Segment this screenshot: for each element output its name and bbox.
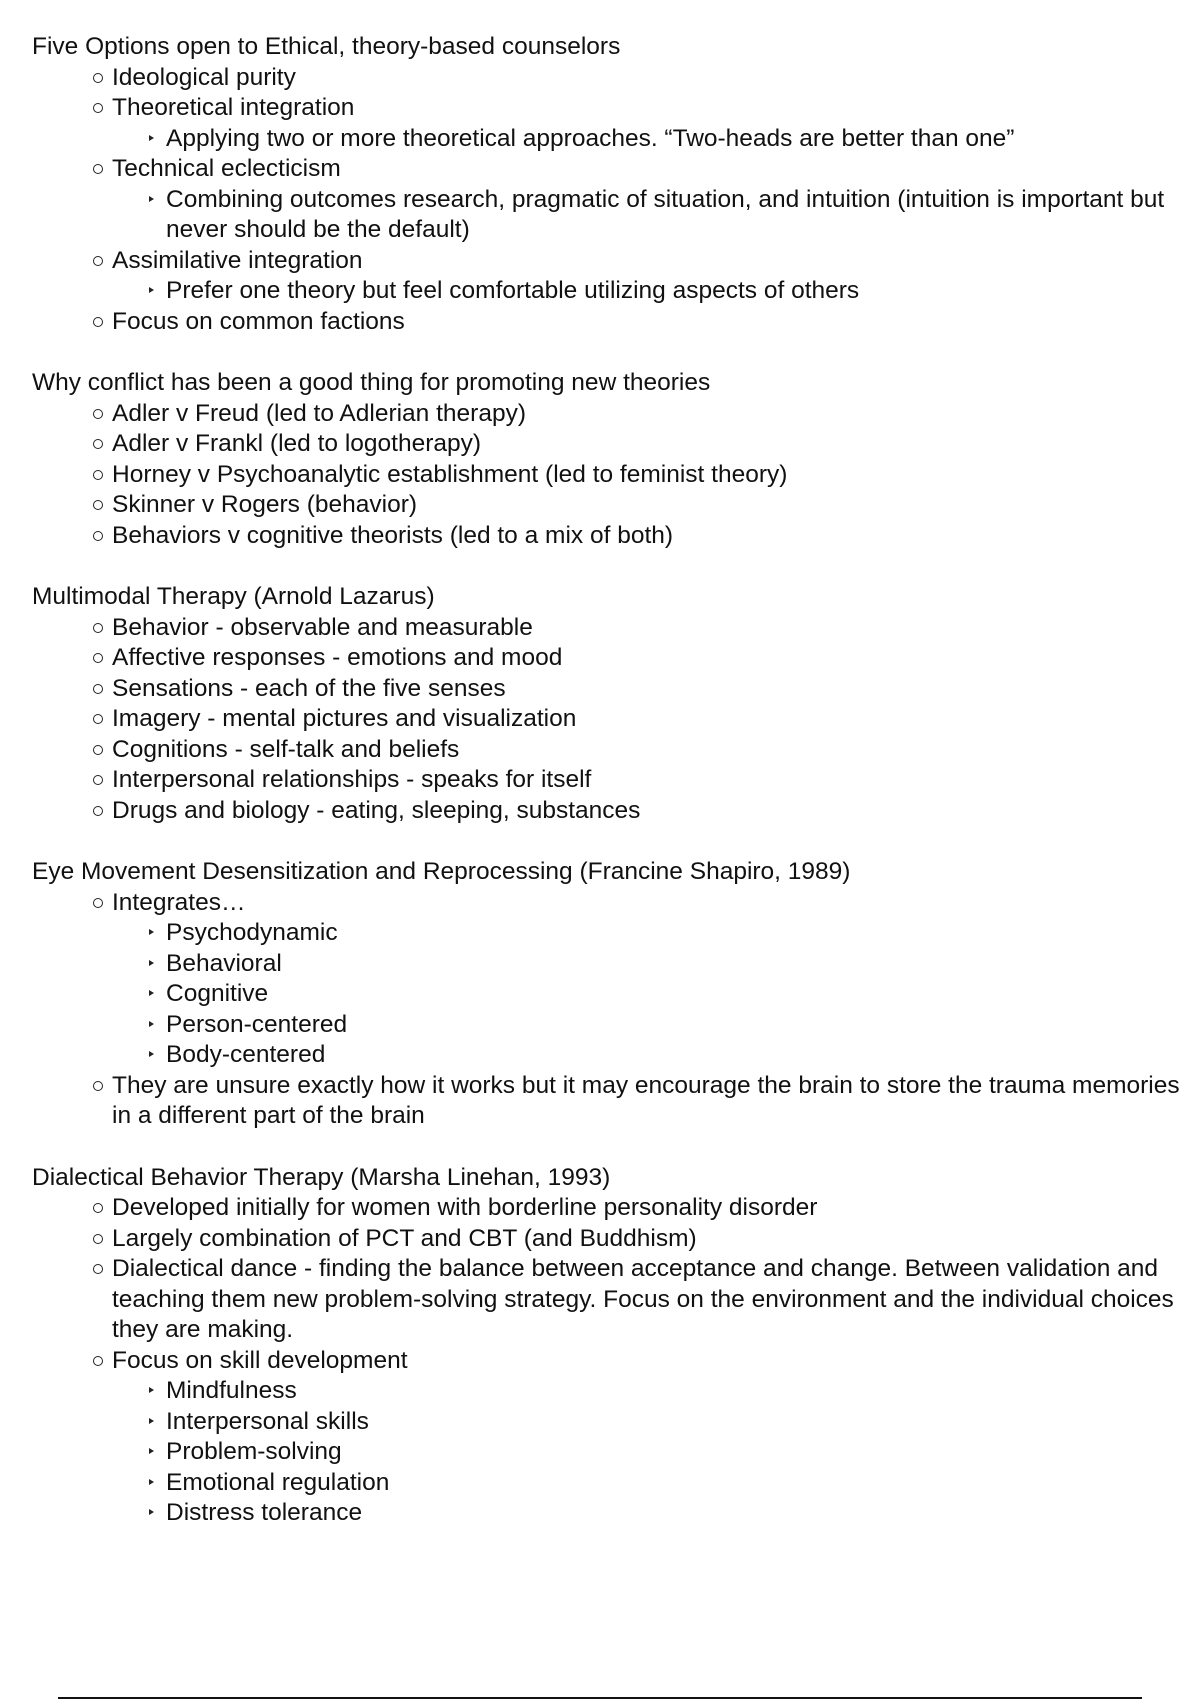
list-item: [32, 613, 1200, 644]
sub-list-item-text: Combining outcomes research, pragmatic of situation, and intuition (intuition is important but never should be the default): [166, 185, 1165, 243]
hollow-circle-bullet-icon: [93, 500, 103, 510]
list-item: [32, 1193, 1200, 1224]
outline-section: [32, 32, 1200, 337]
outline-section: [32, 1163, 1200, 1529]
sub-list-item: [112, 1040, 1200, 1071]
list-item-text: Interpersonal relationships - speaks for itself: [112, 766, 592, 793]
hollow-circle-bullet-icon: [93, 1234, 103, 1244]
triangle-bullet-icon: [149, 1021, 154, 1027]
list-item-text: Behaviors v cognitive theorists (led to a mix of both): [112, 521, 674, 549]
hollow-circle-bullet-icon: [93, 1356, 103, 1366]
outline-section: [32, 582, 1200, 826]
list-item: [32, 704, 1200, 735]
section-heading: Multimodal Therapy (Arnold Lazarus): [32, 583, 435, 610]
list-item-text: Developed initially for women with borderline personality disorder: [112, 1194, 818, 1221]
list-item-text: Focus on common factions: [112, 307, 405, 335]
sub-bullet-list: [112, 124, 1200, 155]
list-item-text: Behavior - observable and measurable: [112, 613, 533, 641]
sub-list-item: [112, 1407, 1200, 1438]
hollow-circle-bullet-icon: [93, 439, 103, 449]
sub-list-item-text: Psychodynamic: [166, 919, 338, 946]
hollow-circle-bullet-icon: [93, 73, 103, 83]
list-item: [32, 1346, 1200, 1529]
list-item-text: Cognitions - self-talk and beliefs: [112, 735, 460, 763]
list-item: [32, 399, 1200, 430]
triangle-bullet-icon: [149, 1509, 154, 1515]
sub-list-item: [112, 1376, 1200, 1407]
list-item: [32, 674, 1200, 705]
list-item-text: Largely combination of PCT and CBT (and Buddhism): [112, 1224, 697, 1252]
list-item: [32, 796, 1200, 827]
list-item-text: Adler v Freud (led to Adlerian therapy): [112, 399, 526, 427]
sub-list-item: [112, 1010, 1200, 1041]
sub-list-item-text: Emotional regulation: [166, 1468, 390, 1496]
list-item-text: Sensations - each of the five senses: [112, 674, 506, 702]
list-item-text: Assimilative integration: [112, 246, 363, 274]
sub-list-item: [112, 185, 1200, 246]
triangle-bullet-icon: [149, 1448, 154, 1454]
hollow-circle-bullet-icon: [93, 898, 103, 908]
hollow-circle-bullet-icon: [93, 653, 103, 663]
sub-list-item: [112, 1437, 1200, 1468]
hollow-circle-bullet-icon: [93, 1203, 103, 1213]
list-item-text: They are unsure exactly how it works but it may encourage the brain to store the trauma memories in a different part of the brain: [112, 1071, 1180, 1129]
sub-list-item: [112, 276, 1200, 307]
list-item: [32, 765, 1200, 796]
sub-list-item-text: Cognitive: [166, 980, 269, 1007]
triangle-bullet-icon: [149, 960, 154, 966]
sub-list-item-text: Distress tolerance: [166, 1499, 363, 1526]
triangle-bullet-icon: [149, 1418, 154, 1424]
hollow-circle-bullet-icon: [93, 164, 103, 174]
list-item-text: Adler v Frankl (led to logotherapy): [112, 430, 482, 457]
list-item-text: Skinner v Rogers (behavior): [112, 491, 418, 518]
section-heading: Eye Movement Desensitization and Reprocessing (Francine Shapiro, 1989): [32, 858, 851, 885]
hollow-circle-bullet-icon: [93, 317, 103, 327]
list-item: [32, 307, 1200, 338]
sub-list-item-text: Body-centered: [166, 1041, 326, 1068]
sub-list-item-text: Interpersonal skills: [166, 1407, 369, 1435]
bullet-list: [32, 399, 1200, 552]
hollow-circle-bullet-icon: [93, 1081, 103, 1091]
list-item-text: Theoretical integration: [112, 94, 355, 121]
sub-list-item-text: Person-centered: [166, 1010, 348, 1038]
sub-list-item: [112, 979, 1200, 1010]
bullet-list: [32, 63, 1200, 338]
list-item: [32, 154, 1200, 246]
list-item-text: Drugs and biology - eating, sleeping, substances: [112, 796, 641, 824]
sub-list-item: [112, 949, 1200, 980]
hollow-circle-bullet-icon: [93, 806, 103, 816]
list-item-text: Ideological purity: [112, 63, 296, 91]
list-item-text: Dialectical dance - finding the balance between acceptance and change. Between validation and teaching them new problem-solving strategy. Focus on the environment and the individual choices they are making.: [112, 1255, 1174, 1343]
list-item-text: Imagery - mental pictures and visualization: [112, 705, 577, 732]
hollow-circle-bullet-icon: [93, 409, 103, 419]
sub-list-item-text: Prefer one theory but feel comfortable utilizing aspects of others: [166, 277, 860, 304]
sub-list-item: [112, 918, 1200, 949]
triangle-bullet-icon: [149, 135, 154, 141]
hollow-circle-bullet-icon: [93, 714, 103, 724]
list-item: [32, 643, 1200, 674]
list-item-text: Affective responses - emotions and mood: [112, 644, 563, 671]
hollow-circle-bullet-icon: [93, 1264, 103, 1274]
outline-section: [32, 368, 1200, 551]
sub-bullet-list: [112, 918, 1200, 1071]
list-item: [32, 460, 1200, 491]
outline-section: [32, 857, 1200, 1132]
sub-bullet-list: [112, 276, 1200, 307]
list-item: [32, 521, 1200, 552]
triangle-bullet-icon: [149, 929, 154, 935]
bullet-list: [32, 1193, 1200, 1529]
list-item: [32, 1071, 1200, 1132]
sub-list-item-text: Mindfulness: [166, 1377, 297, 1404]
hollow-circle-bullet-icon: [93, 775, 103, 785]
hollow-circle-bullet-icon: [93, 684, 103, 694]
sub-list-item: [112, 1468, 1200, 1499]
sub-list-item: [112, 124, 1200, 155]
list-item: [32, 63, 1200, 94]
list-item: [32, 888, 1200, 1071]
sub-bullet-list: [112, 1376, 1200, 1529]
list-item: [32, 429, 1200, 460]
sub-list-item: [112, 1498, 1200, 1529]
section-heading: Dialectical Behavior Therapy (Marsha Linehan, 1993): [32, 1163, 611, 1191]
list-item: [32, 1254, 1200, 1346]
sub-list-item-text: Problem-solving: [166, 1438, 342, 1465]
triangle-bullet-icon: [149, 287, 154, 293]
list-item: [32, 490, 1200, 521]
triangle-bullet-icon: [149, 196, 154, 202]
list-item-text: Horney v Psychoanalytic establishment (led to feminist theory): [112, 460, 788, 488]
list-item-text: Integrates…: [112, 888, 246, 916]
footer-divider: [58, 1697, 1142, 1699]
bullet-list: [32, 613, 1200, 827]
hollow-circle-bullet-icon: [93, 470, 103, 480]
list-item: [32, 246, 1200, 307]
sub-list-item-text: Behavioral: [166, 949, 282, 977]
list-item: [32, 93, 1200, 154]
triangle-bullet-icon: [149, 990, 154, 996]
sub-bullet-list: [112, 185, 1200, 246]
hollow-circle-bullet-icon: [93, 256, 103, 266]
list-item-text: Technical eclecticism: [112, 155, 341, 182]
list-item: [32, 735, 1200, 766]
list-item: [32, 1224, 1200, 1255]
section-heading: Five Options open to Ethical, theory-based counselors: [32, 33, 621, 60]
hollow-circle-bullet-icon: [93, 623, 103, 633]
sub-list-item-text: Applying two or more theoretical approaches. “Two-heads are better than one”: [166, 124, 1015, 152]
hollow-circle-bullet-icon: [93, 103, 103, 113]
triangle-bullet-icon: [149, 1051, 154, 1057]
hollow-circle-bullet-icon: [93, 745, 103, 755]
section-heading: Why conflict has been a good thing for promoting new theories: [32, 369, 711, 396]
triangle-bullet-icon: [149, 1387, 154, 1393]
list-item-text: Focus on skill development: [112, 1346, 408, 1374]
bullet-list: [32, 888, 1200, 1132]
notes-document: [32, 32, 1200, 1560]
hollow-circle-bullet-icon: [93, 531, 103, 541]
triangle-bullet-icon: [149, 1479, 154, 1485]
